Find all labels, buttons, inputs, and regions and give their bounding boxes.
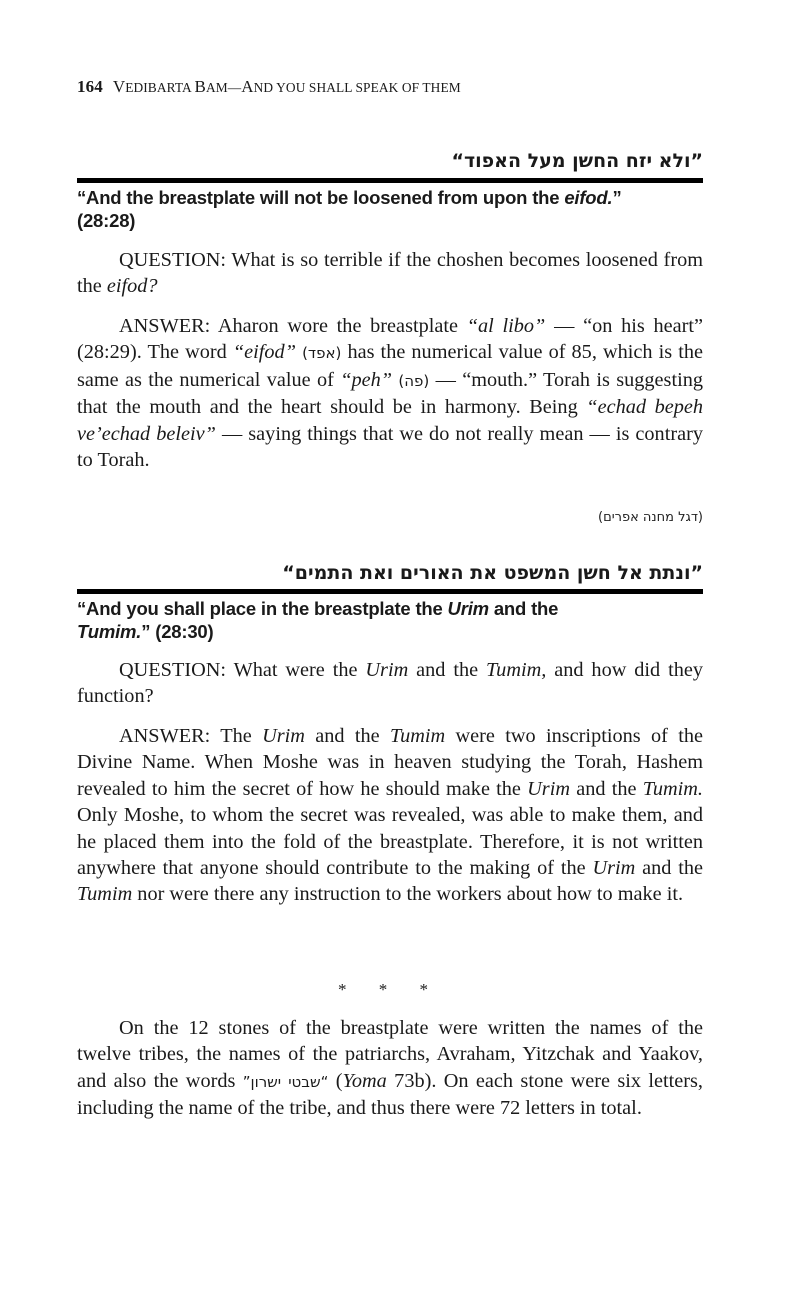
answer-italic: “echad bepeh ve’echad beleiv” <box>77 396 704 445</box>
hebrew-word: ”שבטי ישרון“ <box>242 1072 329 1091</box>
answer-text: — saying things that we do not really mean — is contrary to Torah. <box>77 422 703 472</box>
section-separator: * * * <box>338 980 442 999</box>
answer-text: has the numerical value of 85, which is the same as the numerical value of <box>77 341 703 391</box>
question-text: QUESTION: What were the <box>119 659 366 681</box>
answer-text: ANSWER: Aharon wore the breastplate <box>119 315 467 337</box>
book-title-part: EDIBARTA <box>125 80 195 95</box>
book-title-part: A <box>241 77 254 96</box>
section2-question <box>77 657 703 710</box>
answer-italic: Tumim <box>389 725 446 747</box>
question-text: and how did they function? <box>77 659 704 708</box>
hebrew-word: (פה) <box>398 371 430 390</box>
verse-text: “And the breastplate will not be loosened from upon the <box>77 187 565 208</box>
stones-text: 73b). On each stone were six letters, including the name of the tribe, and thus there were 72 letters in total. <box>77 1069 703 1120</box>
verse-italic: Urim <box>447 598 489 619</box>
hebrew-word: (אפד) <box>302 344 342 363</box>
section2-rule <box>77 589 703 594</box>
question-italic: Tumim, <box>486 659 547 681</box>
stones-italic: Yoma <box>342 1069 387 1092</box>
answer-text: — “on his heart” (28:29). The word <box>77 315 703 364</box>
verse-text: “And you shall place in the breastplate the <box>77 598 448 619</box>
section2-verse <box>77 597 703 643</box>
answer-italic: Urim <box>592 857 636 880</box>
verse-text: and the <box>488 598 559 619</box>
answer-italic: “al libo” <box>466 315 546 337</box>
book-title-part: V <box>112 77 126 96</box>
answer-text: and the <box>569 777 643 800</box>
book-title-part: B <box>194 77 206 96</box>
answer-text: and the <box>635 857 703 880</box>
stones-text: On the 12 stones of the breastplate were written the names of the twelve tribes, the names of the patriarchs, Avraham, Yitzchak and Yaakov, and also the words <box>77 1017 703 1092</box>
answer-italic: Urim <box>527 777 570 800</box>
section2-answer <box>77 723 703 908</box>
section1-question <box>77 247 703 300</box>
section1-rule <box>77 178 703 183</box>
section1-answer <box>77 313 703 473</box>
verse-italic: eifod. <box>564 187 613 208</box>
answer-text: Only Moshe, to whom the secret was revealed, was able to make them, and he placed them into the fold of the breastplate. Therefore, it is not written anywhere that anyone should contribute to the making of the <box>77 804 703 880</box>
book-title-part: ND YOU SHALL SPEAK OF THEM <box>253 80 461 95</box>
answer-text: were two inscriptions of the Divine Name. When Moshe was in heaven studying the Torah, Hashem revealed to him the secret of how he should make the <box>77 725 703 800</box>
section1-source: (דגל מחנה אפרים) <box>598 510 703 525</box>
question-text: and the <box>408 659 487 681</box>
answer-text: — “mouth.” Torah is suggesting that the mouth and the heart should be in harmony. Being <box>77 368 704 419</box>
question-text: QUESTION: What is so terrible if the choshen becomes loosened from the <box>77 249 703 298</box>
question-italic: Urim <box>365 659 409 681</box>
page-number: 164 <box>77 77 103 96</box>
stones-text: ( <box>328 1069 343 1092</box>
verse-reference: (28:28) <box>77 210 136 231</box>
running-head <box>77 77 461 97</box>
answer-text: nor were there any instruction to the workers about how to make it. <box>132 883 684 906</box>
answer-italic: Tumim <box>77 883 133 906</box>
section2-hebrew-title: ”ונתת אל חשן המשפט את האורים ואת התמים“ <box>282 562 703 584</box>
answer-italic: “peh” <box>340 368 393 391</box>
answer-italic: Tumim. <box>642 777 703 800</box>
section1-hebrew-title: ”ולא יזח החשן מעל האפוד“ <box>451 150 703 172</box>
answer-italic: Urim <box>262 725 305 747</box>
verse-reference: ” (28:30) <box>141 621 214 642</box>
answer-text: ANSWER: The <box>119 725 263 747</box>
verse-italic: Tumim. <box>77 621 142 642</box>
section1-verse <box>77 186 703 232</box>
answer-text: and the <box>304 725 390 747</box>
book-title-part: AM— <box>205 80 242 95</box>
section2-stones-paragraph <box>77 1015 703 1122</box>
verse-text: ” <box>612 187 622 208</box>
question-italic: eifod? <box>106 275 158 298</box>
answer-italic: “eifod” <box>232 341 296 364</box>
